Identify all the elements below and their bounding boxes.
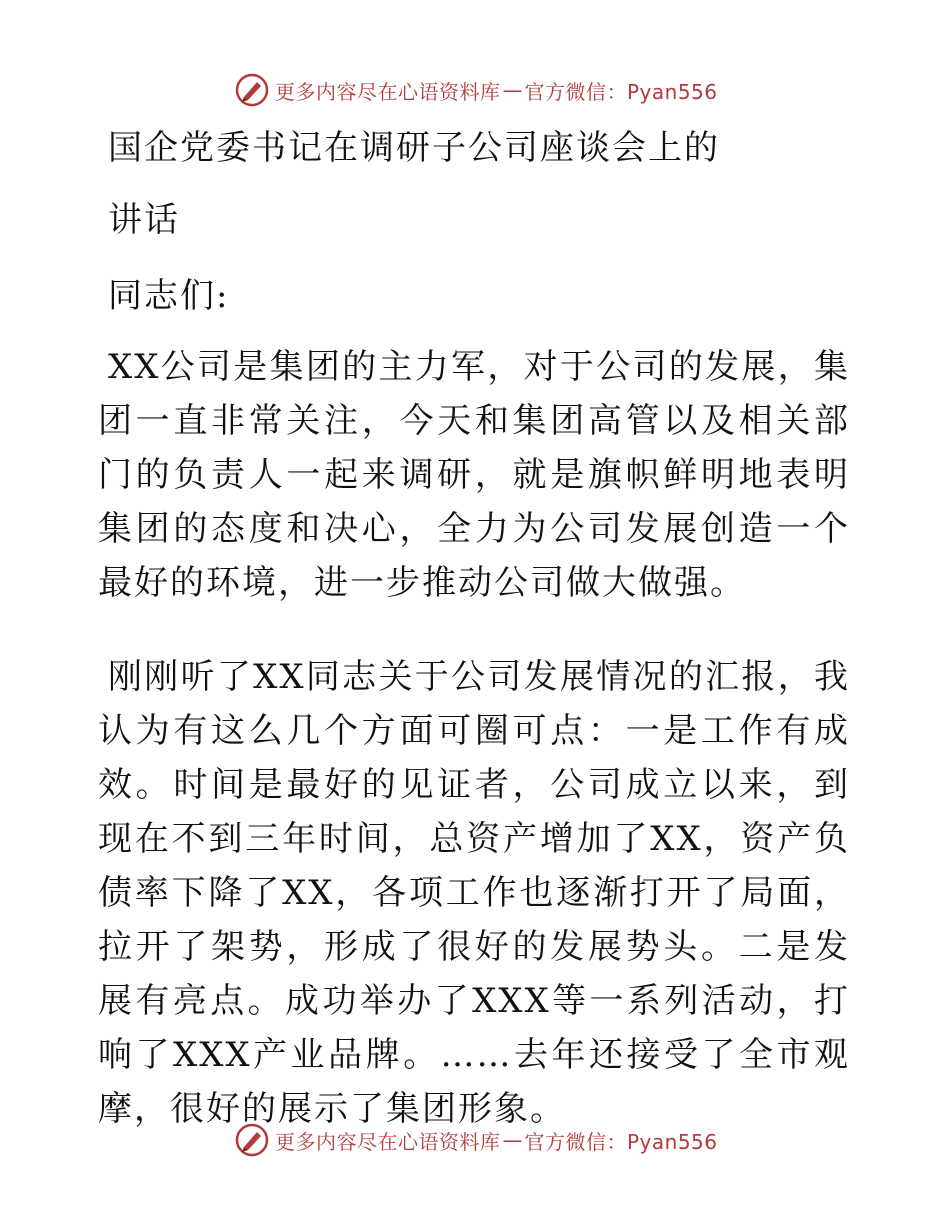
watermark-dash: —	[502, 1128, 523, 1152]
paragraph-2	[98, 650, 850, 1136]
watermark-text: 更多内容尽在心语资料库	[275, 79, 501, 104]
paragraph-1	[98, 340, 850, 610]
paragraph-2-text: 刚刚听了XX同志关于公司发展情况的汇报，我认为有这么几个方面可圈可点：一是工作有成效。时间是最好的见证者，公司成立以来，到现在不到三年时间，总资产增加了XX，资产负债率下降了XX，各项工作也逐渐打开了局面，拉开了架势，形成了很好的发展势头。二是发展有亮点。成功举办了XXX等一系列活动，打响了XXX产业品牌。……去年还接受了全市观摩，很好的展示了集团形象。	[98, 657, 850, 1129]
greeting: 同志们:	[108, 276, 230, 316]
watermark-dash: —	[502, 78, 523, 102]
pen-logo-icon	[235, 73, 269, 107]
watermark-footer	[235, 1122, 718, 1158]
watermark-contact: 官方微信：Pyan556	[524, 1129, 718, 1154]
document-title-line-1: 国企党委书记在调研子公司座谈会上的	[108, 128, 720, 168]
watermark-text: 更多内容尽在心语资料库	[275, 1129, 501, 1154]
paragraph-1-text: XX公司是集团的主力军，对于公司的发展，集团一直非常关注，今天和集团高管以及相关部门的负责人一起来调研，就是旗帜鲜明地表明集团的态度和决心，全力为公司发展创造一个最好的环境，进一步推动公司做大做强。	[98, 347, 850, 603]
watermark-header	[235, 72, 718, 108]
document-title-line-2: 讲话	[108, 200, 180, 240]
watermark-contact: 官方微信：Pyan556	[524, 79, 718, 104]
pen-logo-icon	[235, 1123, 269, 1157]
